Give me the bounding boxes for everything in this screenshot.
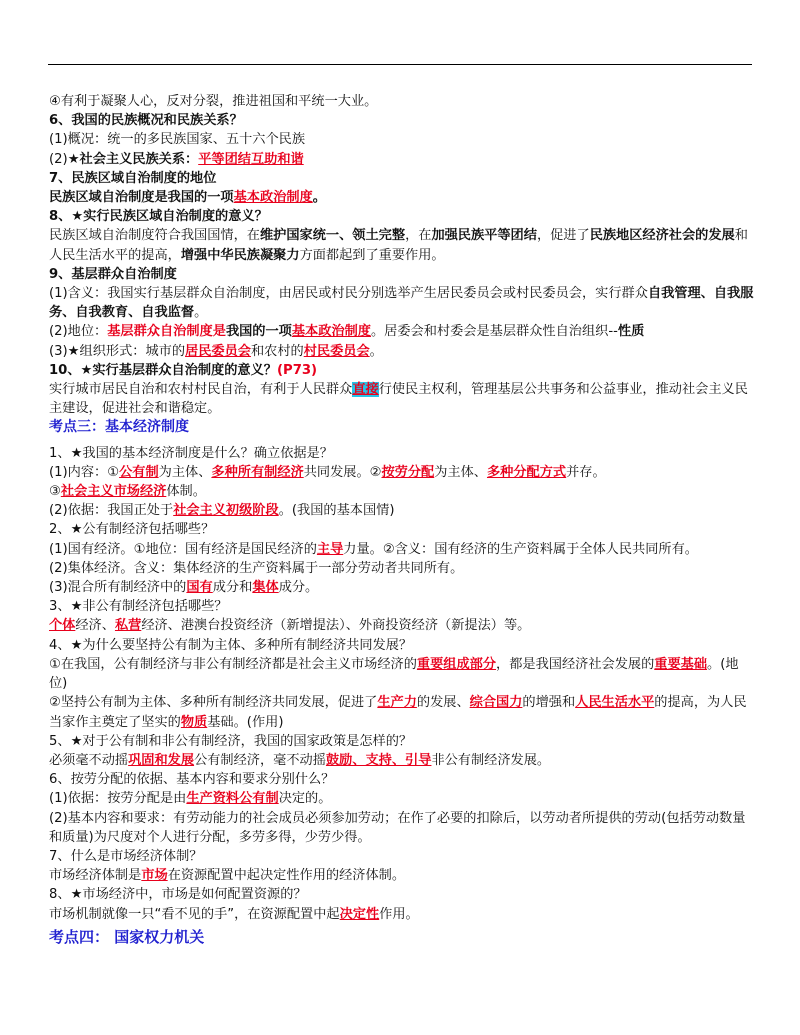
text: 。 [194, 305, 208, 321]
text: (1)内容：① [49, 464, 120, 480]
keyword: 物质 [180, 714, 208, 730]
text: (3)混合所有制经济中的 [49, 580, 187, 596]
question-heading: 3、★非公有制经济包括哪些？ [49, 599, 228, 615]
keyword: 公有制 [119, 464, 159, 480]
paragraph [49, 693, 754, 731]
keyword: 平等团结互助和谐 [198, 151, 304, 167]
text: 民族区域自治制度符合我国国情，在 [49, 228, 260, 244]
text: 为主体、 [158, 464, 212, 480]
text-line [49, 501, 754, 520]
question-heading: 7、什么是市场经济体制？ [49, 848, 203, 864]
text: 公有制经济，毫不动摇 [194, 752, 326, 768]
text: 为主体、 [434, 464, 487, 480]
emphasis: 自我管理、自我服务、自我教育、自我监督 [49, 286, 754, 321]
text: 实行城市居民自治和农村村民自治，有利于人民群众 [49, 382, 353, 398]
text: ①在我国，公有制经济与非公有制经济都是社会主义市场经济的 [49, 656, 417, 672]
question-heading: 4、★为什么要坚持公有制为主体、多种所有制经济共同发展？ [49, 637, 413, 653]
section-heading: 考点四： 国家权力机关 [49, 927, 205, 946]
text-bold: 性质 [617, 324, 645, 340]
text: 作用。 [379, 906, 419, 922]
text: 。 [312, 190, 326, 206]
text: 市场经济体制是 [49, 868, 142, 884]
text-line [49, 150, 754, 169]
text: 的增强和 [522, 695, 576, 711]
text: 经济、港澳台投资经济（新增提法）、外商投资经济（新提法）等。 [141, 618, 531, 634]
paragraph [49, 226, 754, 264]
text: 决定的。 [278, 791, 332, 807]
keyword: 人民生活水平 [575, 695, 655, 711]
page-ref: (P73) [277, 362, 318, 378]
text: 。(我国的基本国情) [278, 503, 395, 519]
text-line [49, 578, 754, 597]
question-heading: 6、我国的民族概况和民族关系？ [49, 113, 243, 129]
text: 共同发展。② [303, 464, 382, 480]
text-line [49, 188, 754, 207]
paragraph [49, 540, 754, 559]
section-heading: 考点三：基本经济制度 [49, 419, 189, 436]
text: (3)★组织形式：城市的 [49, 343, 186, 359]
keyword: 按劳分配 [381, 464, 435, 480]
keyword: 社会主义初级阶段 [173, 503, 279, 519]
emphasis: 民族地区经济社会的发展 [589, 228, 735, 244]
keyword: 集体 [252, 580, 279, 596]
keyword: 社会主义市场经济 [60, 484, 167, 500]
text-line [49, 482, 754, 501]
paragraph [49, 322, 754, 341]
keyword: 居民委员会 [185, 343, 251, 359]
text: ③ [49, 484, 61, 500]
text: (2)地位： [49, 324, 108, 340]
keyword: 综合国力 [469, 695, 523, 711]
text: (1)含义：我国实行基层群众自治制度，由居民或村民分别选举产生居民委员会或村民委员会，实行群众 [49, 286, 648, 302]
text: 基础。(作用) [207, 714, 284, 730]
text-line [49, 905, 754, 924]
text: 力量。②含义：国有经济的生产资料属于全体人民共同所有。 [343, 541, 698, 557]
keyword: 主导 [316, 541, 344, 557]
question-heading: 7、民族区域自治制度的地位 [49, 170, 217, 186]
text: ，促进了 [536, 228, 590, 244]
keyword: 基层群众自治制度是 [107, 324, 226, 340]
keyword: 重要组成部分 [416, 656, 497, 672]
keyword: 基本政治制度 [291, 324, 371, 340]
text-line [49, 751, 754, 770]
question-heading [49, 361, 754, 380]
emphasis: 加强民族平等团结 [431, 228, 537, 244]
text: ，在 [405, 228, 432, 244]
keyword: 基本政治制度 [233, 190, 313, 206]
keyword: 国有 [186, 580, 213, 596]
keyword: 多种所有制经济 [211, 464, 304, 480]
paragraph: (2)基本内容和要求：有劳动能力的社会成员必须参加劳动；在作了必要的扣除后，以劳动者所提供的劳动(包括劳动数量和质量)为尺度对个人进行分配，多劳多得，少劳少得。 [49, 810, 746, 845]
keyword: 私营 [114, 618, 142, 634]
text: 和农村的 [250, 343, 304, 359]
text-line: (2)集体经济。含义：集体经济的生产资料属于一部分劳动者共同所有。 [49, 560, 464, 576]
question-heading: 9、基层群众自治制度 [49, 266, 177, 282]
keyword: 巩固和发展 [128, 752, 195, 768]
text-line [49, 463, 754, 482]
text: 的提高，为人民当家作主奠定了坚实的 [49, 695, 747, 730]
text: 非公有制经济发展。 [431, 752, 551, 768]
question-heading: 8、★实行民族区域自治制度的意义？ [49, 209, 268, 225]
text: 行使民主权利，管理基层公共事务和公益事业，推动社会主义民主建设，促进社会和谐稳定。 [49, 382, 748, 417]
text: 必须毫不动摇 [49, 752, 129, 768]
text-line [49, 342, 754, 361]
paragraph [49, 655, 754, 693]
paragraph [49, 380, 754, 418]
question-heading: 1、★我国的基本经济制度是什么？确立依据是？ [49, 445, 333, 461]
keyword: 重要基础 [654, 656, 708, 672]
emphasis: 增强中华民族凝聚力 [180, 247, 300, 263]
text: (1)国有经济。①地位：国有经济是国民经济的 [49, 541, 317, 557]
document-body [49, 92, 754, 947]
text: 经济、 [75, 618, 115, 634]
text: 。 [369, 343, 383, 359]
keyword: 生产力 [377, 695, 417, 711]
highlighted-keyword: 直接 [352, 382, 379, 398]
text: 。(地位) [49, 656, 739, 692]
text: ②坚持公有制为主体、多种所有制经济共同发展，促进了 [49, 695, 378, 711]
text-line [49, 789, 754, 808]
text: 成分。 [278, 580, 319, 596]
text: ，都是我国经济社会发展的 [496, 656, 655, 672]
question-heading: 2、★公有制经济包括哪些？ [49, 522, 215, 538]
text: 方面都起到了重要作用。 [299, 247, 445, 263]
paragraph [49, 284, 754, 322]
emphasis: 维护国家统一、领土完整 [260, 228, 406, 244]
question-heading: 8、★市场经济中，市场是如何配置资源的？ [49, 887, 307, 903]
text: (2)依据：我国正处于 [49, 503, 174, 519]
text: 并存。 [566, 464, 606, 480]
text: 。居委会和村委会是基层群众性自治组织-- [371, 324, 618, 340]
question-heading: 6、按劳分配的依据、基本内容和要求分别什么？ [49, 772, 335, 788]
keyword: 决定性 [339, 906, 380, 922]
text: 民族区域自治制度是我国的一项 [49, 190, 234, 206]
text: 和人民生活水平的提高， [49, 228, 748, 263]
text: (1)依据：按劳分配是由 [49, 791, 187, 807]
text-bold: 10、★实行基层群众自治制度的意义？ [49, 362, 277, 378]
text-line: ④有利于凝聚人心，反对分裂，推进祖国和平统一大业。 [49, 94, 378, 109]
keyword: 生产资料公有制 [186, 791, 279, 807]
text: (2) [49, 151, 68, 167]
text-line [49, 616, 754, 635]
text-bold: 我国的一项 [225, 324, 292, 340]
text: 市场机制就像一只“看不见的手”，在资源配置中起 [49, 906, 340, 922]
keyword: 市场 [141, 868, 168, 884]
keyword: 鼓励、支持、引导 [325, 752, 432, 768]
keyword: 多种分配方式 [486, 464, 567, 480]
text: 体制。 [166, 484, 206, 500]
question-heading: 5、★对于公有制和非公有制经济，我国的国家政策是怎样的？ [49, 733, 413, 749]
text: 在资源配置中起决定性作用的经济体制。 [167, 868, 406, 884]
text-line [49, 866, 754, 885]
header-rule [48, 64, 752, 65]
text: 的发展、 [416, 695, 470, 711]
text: 成分和 [212, 580, 253, 596]
text-bold: ★社会主义民族关系： [67, 151, 199, 167]
keyword: 村民委员会 [303, 343, 370, 359]
text-line: (1)概况：统一的多民族国家、五十六个民族 [49, 132, 306, 148]
keyword: 个体 [49, 618, 76, 634]
